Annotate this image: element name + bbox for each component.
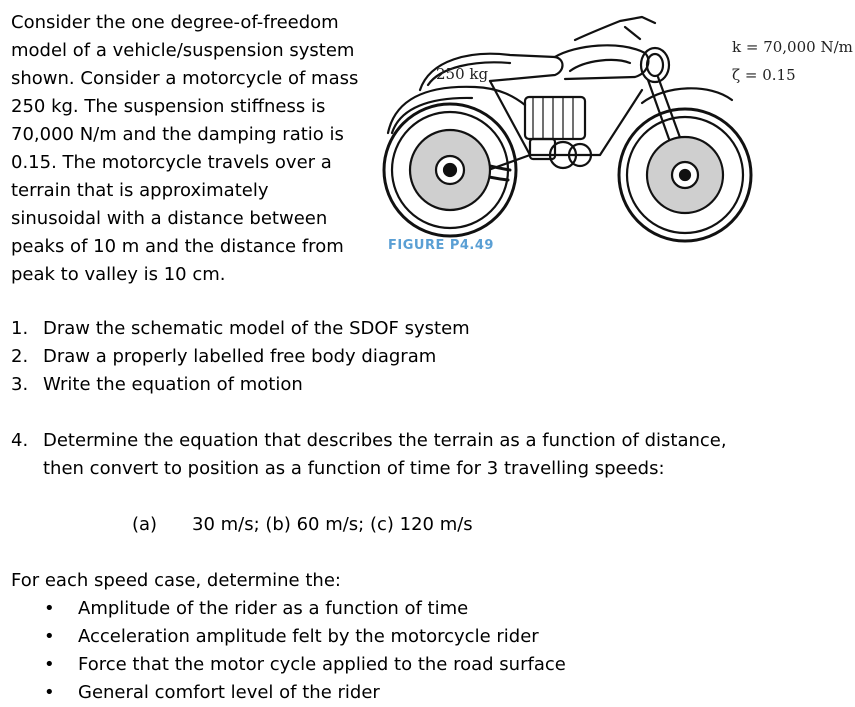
item-text: Draw the schematic model of the SDOF system [43, 318, 470, 339]
damping-ratio-label: ζ = 0.15 [732, 66, 796, 84]
speed-cases [132, 511, 473, 539]
intro-line: peak to valley is 10 cm. [11, 264, 226, 285]
per-case-heading: For each speed case, determine the: [11, 570, 341, 591]
item-number: 3. [11, 374, 29, 395]
item-text: Write the equation of motion [43, 374, 303, 395]
intro-line: peaks of 10 m and the distance from [11, 236, 344, 257]
intro-line: shown. Consider a motorcycle of mass [11, 68, 359, 89]
stiffness-label: k = 70,000 N/m [732, 38, 853, 56]
speed-case-label: (a) [132, 514, 158, 535]
intro-line: 70,000 N/m and the damping ratio is [11, 124, 344, 145]
bullet: • [44, 654, 55, 675]
bullet: • [44, 626, 55, 647]
item-text: Acceleration amplitude felt by the motorcycle rider [78, 626, 539, 647]
list-item [44, 651, 566, 679]
item-text: Draw a properly labelled free body diagram [43, 346, 437, 367]
task-4 [11, 427, 727, 483]
bullet: • [44, 682, 55, 703]
item-number: 1. [11, 318, 29, 339]
speed-case-text: 30 m/s; (b) 60 m/s; (c) 120 m/s [192, 514, 473, 535]
intro-line: terrain that is approximately [11, 180, 269, 201]
steps-list [11, 315, 470, 399]
item-number: 4. [11, 430, 29, 451]
mass-label: 250 kg [436, 65, 489, 83]
intro-line: 250 kg. The suspension stiffness is [11, 96, 326, 117]
motorcycle-figure [380, 5, 855, 270]
item-text: Amplitude of the rider as a function of time [78, 598, 469, 619]
item-text: General comfort level of the rider [78, 682, 380, 703]
problem-intro [11, 9, 381, 289]
list-item [11, 427, 727, 455]
list-item [44, 679, 566, 707]
per-case-list [44, 595, 566, 707]
item-text-continued: then convert to position as a function of time for 3 travelling speeds: [43, 458, 665, 479]
figure-caption: FIGURE P4.49 [388, 238, 494, 253]
list-item [44, 595, 566, 623]
bullet: • [44, 598, 55, 619]
list-item [11, 343, 470, 371]
item-text: Determine the equation that describes the terrain as a function of distance, [43, 430, 727, 451]
item-number: 2. [11, 346, 29, 367]
intro-line: sinusoidal with a distance between [11, 208, 328, 229]
list-item [11, 315, 470, 343]
list-item [11, 371, 470, 399]
intro-line: model of a vehicle/suspension system [11, 40, 355, 61]
list-item [44, 623, 566, 651]
item-text: Force that the motor cycle applied to the road surface [78, 654, 566, 675]
intro-line: 0.15. The motorcycle travels over a [11, 152, 332, 173]
intro-line: Consider the one degree-of-freedom [11, 12, 339, 33]
